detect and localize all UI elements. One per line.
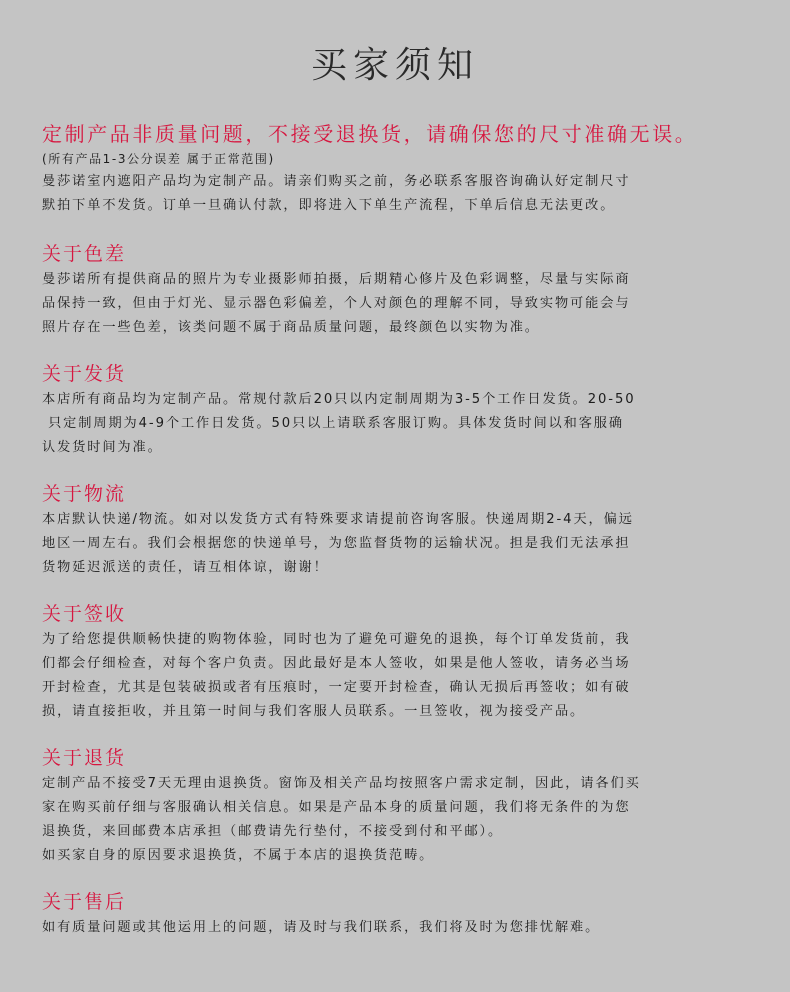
- section-line: 默拍下单不发货。订单一旦确认付款，即将进入下单生产流程，下单后信息无法更改。: [42, 198, 616, 213]
- section-line: 只定制周期为4-9个工作日发货。50只以上请联系客服订购。具体发货时间以和客服确: [42, 416, 624, 431]
- section-line: 认发货时间为准。: [42, 440, 163, 455]
- section-heading: 关于售后: [42, 891, 127, 913]
- section-note: (所有产品1-3公分误差 属于正常范围): [42, 152, 275, 166]
- section-line: 退换货，来回邮费本店承担（邮费请先行垫付，不接受到付和平邮）。: [42, 824, 504, 839]
- section-line: 品保持一致，但由于灯光、显示器色彩偏差，个人对颜色的理解不同，导致实物可能会与: [42, 296, 631, 311]
- section-line: 损，请直接拒收，并且第一时间与我们客服人员联系。一旦签收，视为接受产品。: [42, 704, 586, 719]
- section-line: 曼莎诺室内遮阳产品均为定制产品。请亲们购买之前，务必联系客服咨询确认好定制尺寸: [42, 174, 631, 189]
- section-heading: 关于签收: [42, 603, 127, 625]
- section-logistics: [42, 482, 758, 580]
- section-line: 们都会仔细检查，对每个客户负责。因此最好是本人签收，如果是他人签收，请务必当场: [42, 656, 631, 671]
- section-heading: 关于物流: [42, 483, 127, 505]
- section-line: 家在购买前仔细与客服确认相关信息。如果是产品本身的质量问题，我们将无条件的为您: [42, 800, 631, 815]
- section-custom-products: [42, 122, 758, 218]
- section-line: 本店默认快递/物流。如对以发货方式有特殊要求请提前咨询客服。快递周期2-4天，偏远: [42, 512, 634, 527]
- section-line: 开封检查，尤其是包装破损或者有压痕时，一定要开封检查，确认无损后再签收；如有破: [42, 680, 631, 695]
- section-line: 曼莎诺所有提供商品的照片为专业摄影师拍摄，后期精心修片及色彩调整，尽量与实际商: [42, 272, 631, 287]
- section-color-difference: [42, 242, 758, 340]
- section-line: 货物延迟派送的责任，请互相体谅，谢谢！: [42, 560, 329, 575]
- section-line: 如有质量问题或其他运用上的问题，请及时与我们联系，我们将及时为您排忧解难。: [42, 920, 601, 935]
- section-heading: 关于退货: [42, 747, 127, 769]
- section-line: 如买家自身的原因要求退换货，不属于本店的退换货范畴。: [42, 848, 435, 863]
- section-line: 本店所有商品均为定制产品。常规付款后20只以内定制周期为3-5个工作日发货。20-50: [42, 392, 636, 407]
- page-title: 买家须知: [310, 45, 479, 86]
- section-heading: 定制产品非质量问题，不接受退换货，请确保您的尺寸准确无误。: [42, 122, 698, 146]
- section-receipt: [42, 602, 758, 724]
- section-returns: [42, 746, 758, 868]
- section-heading: 关于色差: [42, 243, 127, 265]
- section-shipping: [42, 362, 758, 460]
- section-line: 定制产品不接受7天无理由退换货。窗饰及相关产品均按照客户需求定制，因此，请各们买: [42, 776, 641, 791]
- section-line: 地区一周左右。我们会根据您的快递单号，为您监督货物的运输状况。担是我们无法承担: [42, 536, 631, 551]
- section-line: 照片存在一些色差，该类问题不属于商品质量问题，最终颜色以实物为准。: [42, 320, 540, 335]
- section-after-sales: [42, 890, 758, 940]
- section-line: 为了给您提供顺畅快捷的购物体验，同时也为了避免可避免的退换，每个订单发货前，我: [42, 632, 631, 647]
- section-heading: 关于发货: [42, 363, 127, 385]
